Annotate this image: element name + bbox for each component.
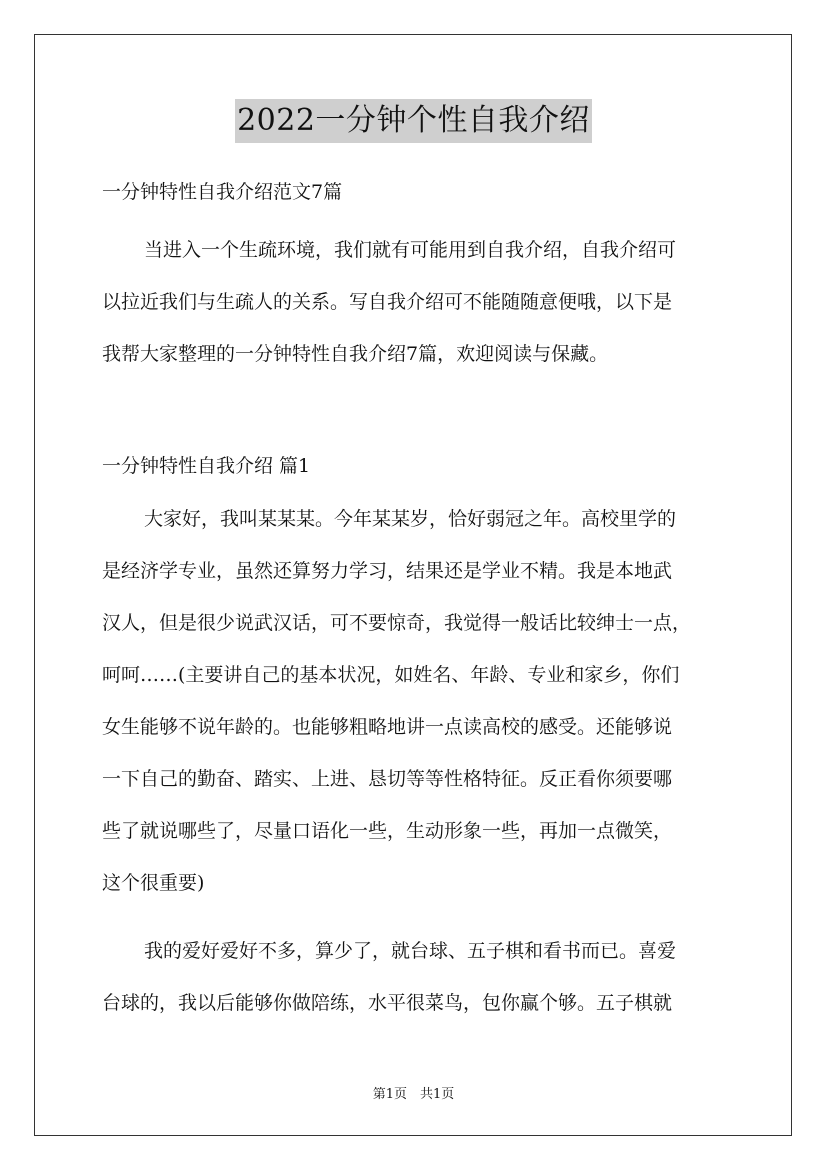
paragraph-line: 呵呵……(主要讲自己的基本状况，如姓名、年龄、专业和家乡，你们 bbox=[102, 664, 680, 686]
title-wrap bbox=[0, 99, 827, 143]
document-title: 2022一分钟个性自我介绍 bbox=[235, 99, 592, 143]
document-subtitle: 一分钟特性自我介绍范文7篇 bbox=[102, 181, 343, 203]
paragraph-line: 大家好，我叫某某某。今年某某岁，恰好弱冠之年。高校里学的 bbox=[144, 508, 677, 530]
page-footer: 第1页 共1页 bbox=[372, 1087, 455, 1102]
paragraph-line: 女生能够不说年龄的。也能够粗略地讲一点读高校的感受。还能够说 bbox=[102, 716, 673, 738]
section1-paragraph-1 bbox=[102, 493, 728, 909]
section-heading: 一分钟特性自我介绍 篇1 bbox=[102, 455, 311, 477]
intro-paragraph bbox=[102, 224, 728, 380]
paragraph-line: 汉人，但是很少说武汉话，可不要惊奇，我觉得一般话比较绅士一点， bbox=[102, 612, 692, 634]
paragraph-line: 台球的，我以后能够你做陪练，水平很菜鸟，包你赢个够。五子棋就 bbox=[102, 992, 673, 1014]
paragraph-line: 些了就说哪些了，尽量口语化一些，生动形象一些，再加一点微笑， bbox=[102, 820, 673, 842]
intro-line: 我帮大家整理的一分钟特性自我介绍7篇，欢迎阅读与保藏。 bbox=[102, 343, 609, 365]
paragraph-line: 这个很重要) bbox=[102, 872, 205, 894]
section1-paragraph-2 bbox=[102, 925, 728, 1029]
intro-line: 当进入一个生疏环境，我们就有可能用到自我介绍，自我介绍可 bbox=[144, 239, 677, 261]
intro-line: 以拉近我们与生疏人的关系。写自我介绍可不能随随意便哦，以下是 bbox=[102, 291, 673, 313]
paragraph-line: 一下自己的勤奋、踏实、上进、恳切等等性格特征。反正看你须要哪 bbox=[102, 768, 673, 790]
paragraph-line: 是经济学专业，虽然还算努力学习，结果还是学业不精。我是本地武 bbox=[102, 560, 673, 582]
paragraph-line: 我的爱好爱好不多，算少了，就台球、五子棋和看书而已。喜爱 bbox=[144, 940, 677, 962]
